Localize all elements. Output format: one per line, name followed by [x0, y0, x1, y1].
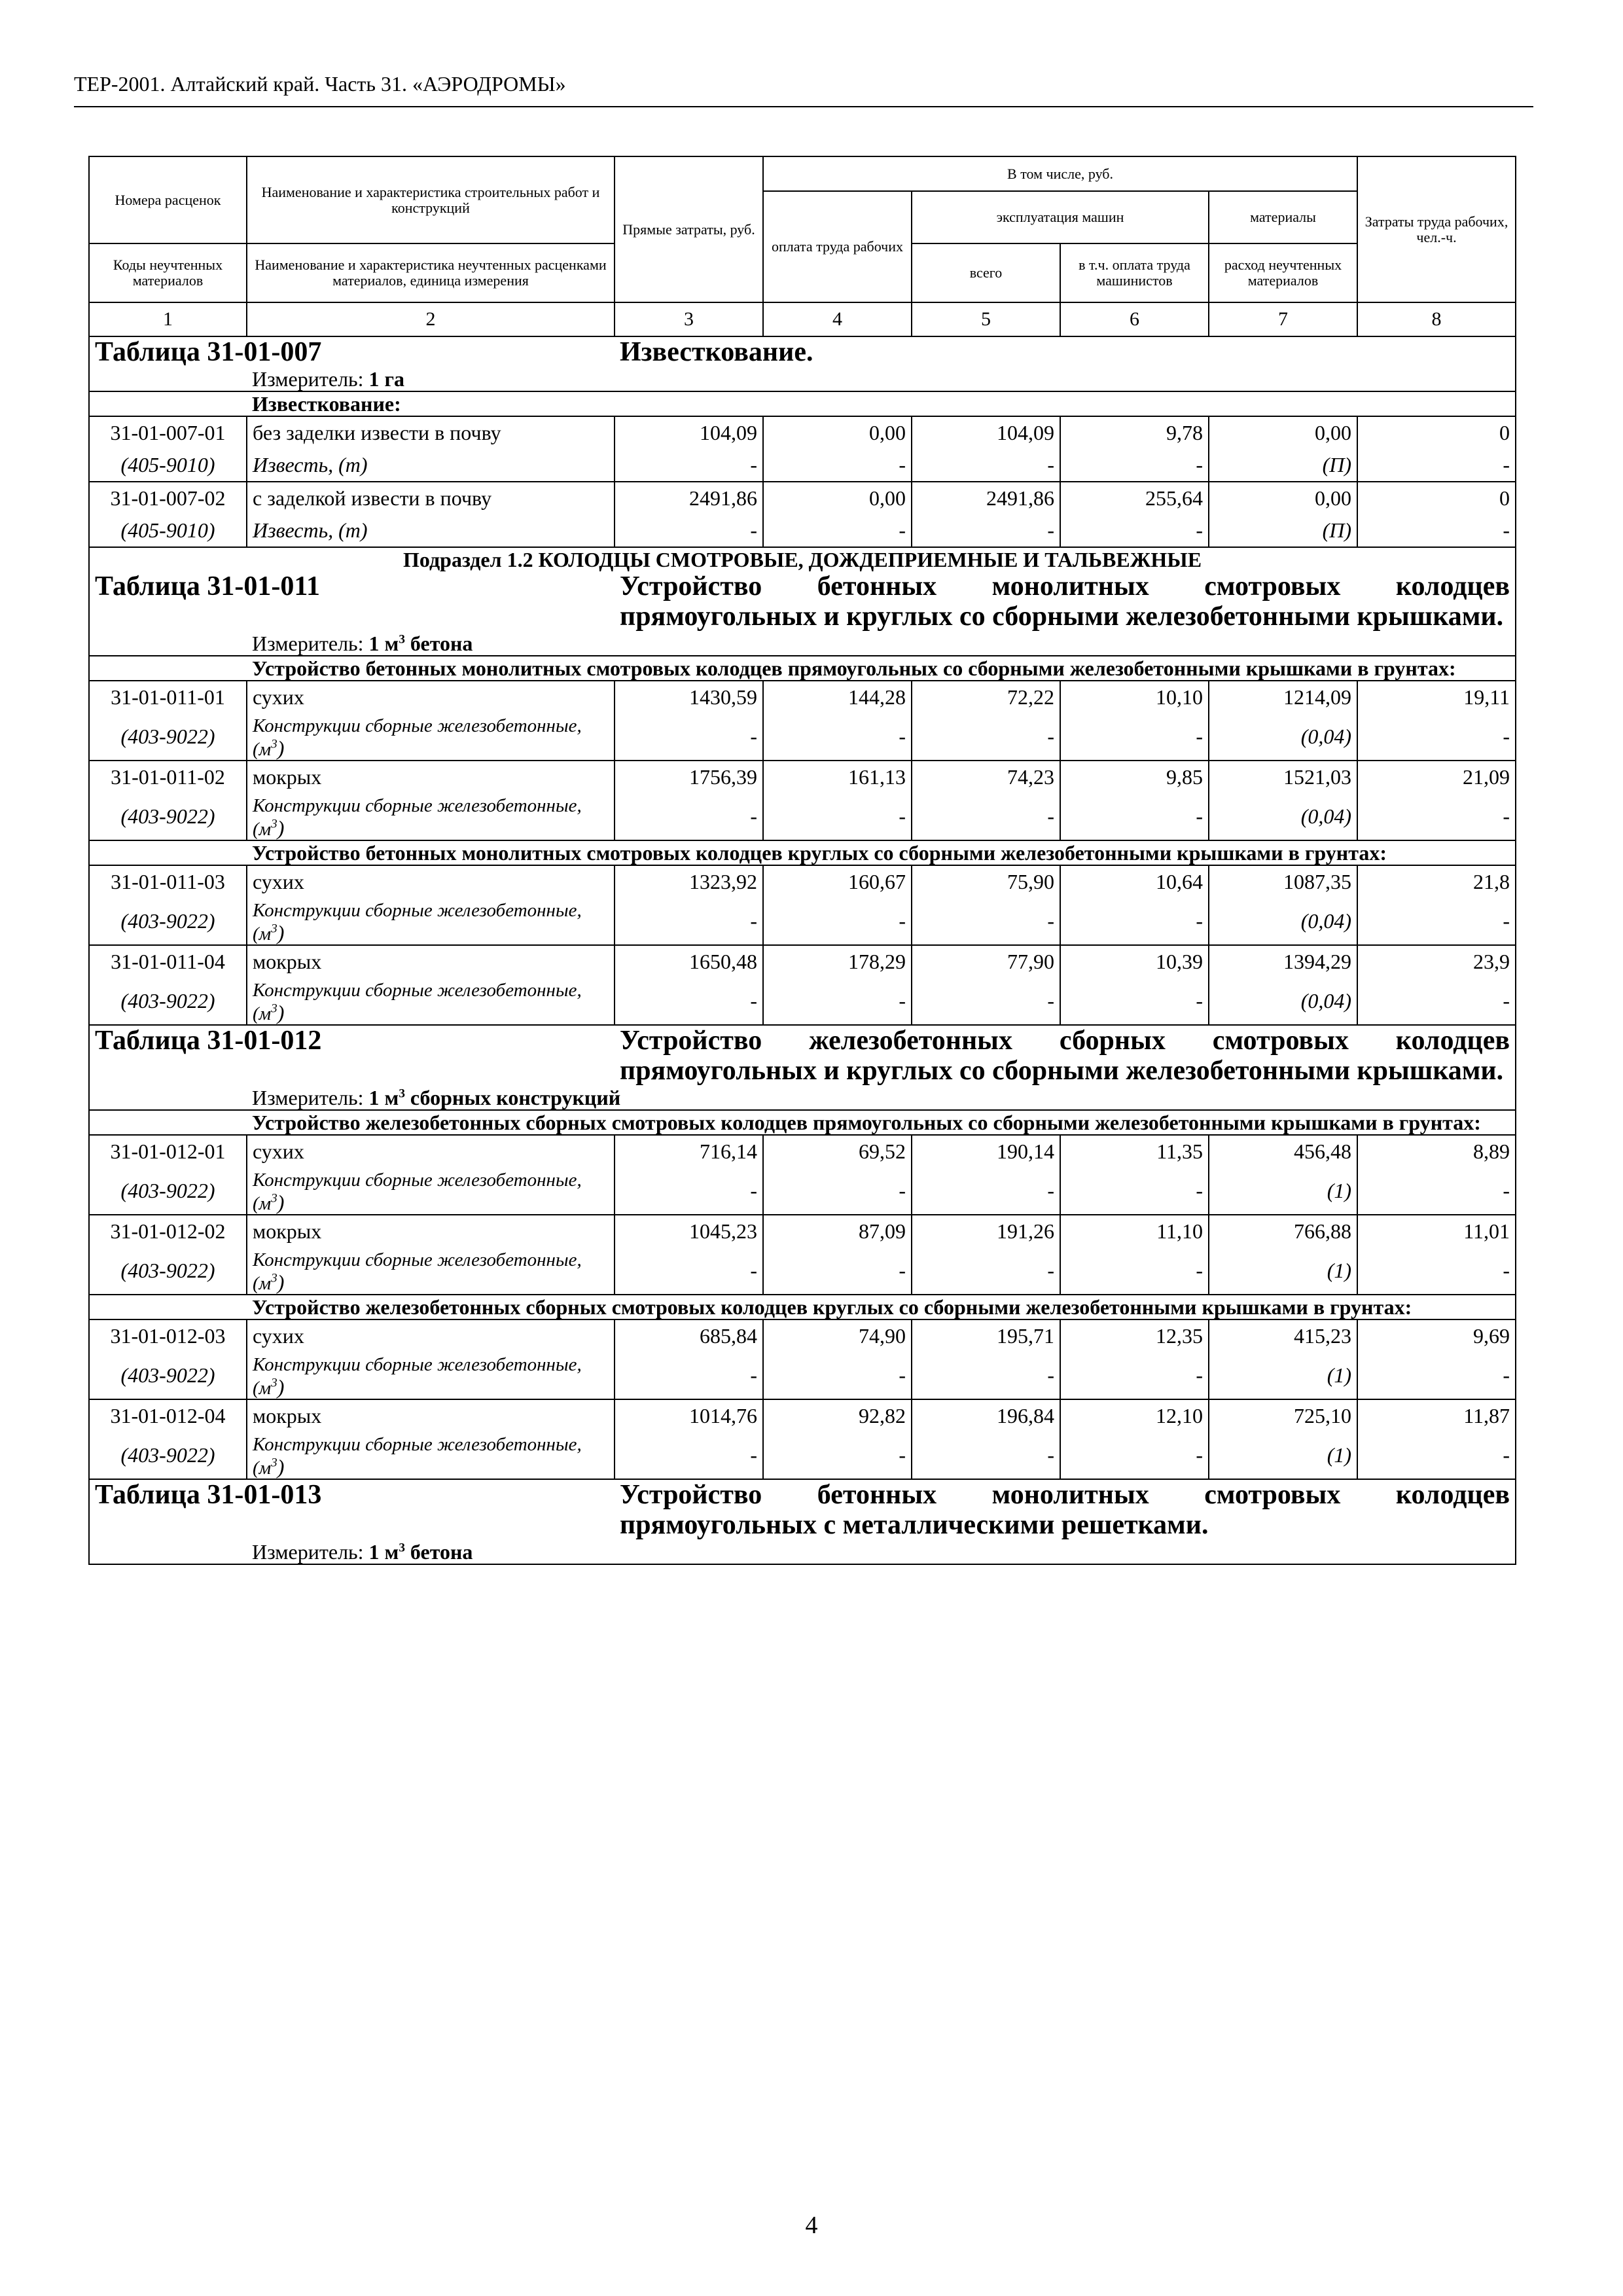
material-value: - [1060, 514, 1209, 547]
header-incl: В том числе, руб. [763, 156, 1357, 191]
rate-name: сухих [247, 1319, 615, 1352]
meter: Измеритель: 1 $м^3$ бетона [247, 632, 1516, 656]
material-value: - [1060, 713, 1209, 761]
labor-pay: 161,13 [763, 761, 912, 793]
labor-hours: 23,9 [1357, 945, 1516, 977]
material-value: - [912, 713, 1060, 761]
material-value: - [912, 977, 1060, 1025]
material-row [89, 793, 1516, 840]
rate-code: 31-01-011-02 [89, 761, 247, 793]
material-value: - [763, 1167, 912, 1215]
labor-hours: 19,11 [1357, 681, 1516, 713]
material-consumption: (1) [1209, 1431, 1357, 1479]
material-code: (403-9022) [89, 713, 247, 761]
materials: 1087,35 [1209, 865, 1357, 897]
labor-hours: 0 [1357, 482, 1516, 514]
material-consumption: (1) [1209, 1247, 1357, 1295]
material-value: - [1357, 793, 1516, 840]
rate-code: 31-01-012-04 [89, 1399, 247, 1431]
material-name: Конструкции сборные железобетонные, $(м^3)$ [247, 713, 615, 761]
subsection-row [89, 547, 1516, 571]
table-number: Таблица 31-01-007 [89, 336, 615, 367]
material-value: - [1357, 713, 1516, 761]
direct-costs: 1430,59 [615, 681, 763, 713]
header-machines: эксплуатация машин [912, 191, 1209, 243]
material-value: - [615, 977, 763, 1025]
material-name: Известь, (т) [247, 448, 615, 482]
machinists-pay: 12,10 [1060, 1399, 1209, 1431]
material-code: (403-9022) [89, 1247, 247, 1295]
labor-hours: 9,69 [1357, 1319, 1516, 1352]
group-row [89, 1110, 1516, 1135]
rate-code: 31-01-007-01 [89, 416, 247, 448]
material-value: - [615, 514, 763, 547]
direct-costs: 1756,39 [615, 761, 763, 793]
labor-pay: 92,82 [763, 1399, 912, 1431]
page-header: ТЕР-2001. Алтайский край. Часть 31. «АЭРОДРОМЫ» [74, 72, 566, 96]
col-number: 1 [89, 302, 247, 336]
materials: 1521,03 [1209, 761, 1357, 793]
rate-code: 31-01-007-02 [89, 482, 247, 514]
table-row [89, 1319, 1516, 1352]
meter: Измеритель: 1 га [247, 367, 1516, 391]
col-number: 8 [1357, 302, 1516, 336]
col-number: 7 [1209, 302, 1357, 336]
meter-row [89, 1540, 1516, 1564]
material-value: - [1060, 793, 1209, 840]
table-row [89, 945, 1516, 977]
header-col6: в т.ч. оплата труда машинистов [1060, 243, 1209, 302]
material-consumption: (1) [1209, 1167, 1357, 1215]
header-col2-bottom: Наименование и характеристика неучтенных расценками материалов, единица измерения [247, 243, 615, 302]
material-value: - [1357, 1167, 1516, 1215]
table-number: Таблица 31-01-013 [89, 1479, 615, 1540]
material-value: - [763, 1431, 912, 1479]
header-col4: оплата труда рабочих [763, 191, 912, 302]
rate-name: мокрых [247, 1399, 615, 1431]
material-value: - [615, 1431, 763, 1479]
labor-pay: 87,09 [763, 1215, 912, 1247]
meter: Измеритель: 1 $м^3$ бетона [247, 1540, 1516, 1564]
machinists-pay: 10,39 [1060, 945, 1209, 977]
machinists-pay: 11,10 [1060, 1215, 1209, 1247]
direct-costs: 104,09 [615, 416, 763, 448]
header-col5: всего [912, 243, 1060, 302]
table-name: Известкование. [615, 336, 1516, 367]
material-code: (405-9010) [89, 448, 247, 482]
material-row [89, 977, 1516, 1025]
table-title-row [89, 336, 1516, 367]
material-value: - [615, 1247, 763, 1295]
material-value: - [1060, 448, 1209, 482]
material-code: (403-9022) [89, 1352, 247, 1399]
rate-name: без заделки извести в почву [247, 416, 615, 448]
material-value: - [763, 897, 912, 945]
labor-pay: 69,52 [763, 1135, 912, 1167]
group-row [89, 840, 1516, 865]
material-row [89, 448, 1516, 482]
header-col8: Затраты труда рабочих, чел.-ч. [1357, 156, 1516, 302]
rates-table [88, 156, 1516, 1565]
labor-pay: 144,28 [763, 681, 912, 713]
labor-hours: 11,87 [1357, 1399, 1516, 1431]
material-row [89, 897, 1516, 945]
meter-row [89, 1086, 1516, 1110]
materials: 456,48 [1209, 1135, 1357, 1167]
materials: 0,00 [1209, 482, 1357, 514]
labor-hours: 0 [1357, 416, 1516, 448]
material-value: - [912, 1167, 1060, 1215]
group-row [89, 656, 1516, 681]
labor-hours: 11,01 [1357, 1215, 1516, 1247]
page-number: 4 [805, 2212, 818, 2239]
table-name: Устройство бетонных монолитных смотровых колодцев прямоугольных и круглых со сборными железобетонными крышками. [615, 571, 1516, 632]
machinists-pay: 11,35 [1060, 1135, 1209, 1167]
material-value: - [1357, 448, 1516, 482]
labor-pay: 0,00 [763, 482, 912, 514]
header-rule [74, 106, 1533, 107]
labor-pay: 74,90 [763, 1319, 912, 1352]
group-title: Известкование: [247, 391, 1516, 416]
table-number: Таблица 31-01-012 [89, 1025, 615, 1086]
rate-code: 31-01-012-01 [89, 1135, 247, 1167]
material-code: (405-9010) [89, 514, 247, 547]
rate-name: мокрых [247, 1215, 615, 1247]
material-value: - [1060, 1247, 1209, 1295]
table-row [89, 1135, 1516, 1167]
material-value: - [615, 1352, 763, 1399]
material-consumption: (0,04) [1209, 897, 1357, 945]
meter-row [89, 632, 1516, 656]
column-numbers-row [89, 302, 1516, 336]
material-value: - [1060, 1431, 1209, 1479]
material-code: (403-9022) [89, 977, 247, 1025]
material-consumption: (0,04) [1209, 793, 1357, 840]
table-row [89, 681, 1516, 713]
material-row [89, 1167, 1516, 1215]
group-row [89, 391, 1516, 416]
table-number: Таблица 31-01-011 [89, 571, 615, 632]
machines-total: 74,23 [912, 761, 1060, 793]
rate-name: сухих [247, 1135, 615, 1167]
material-row [89, 713, 1516, 761]
materials: 415,23 [1209, 1319, 1357, 1352]
labor-pay: 160,67 [763, 865, 912, 897]
machines-total: 104,09 [912, 416, 1060, 448]
material-value: - [763, 713, 912, 761]
material-value: - [1060, 977, 1209, 1025]
material-value: - [763, 448, 912, 482]
labor-hours: 21,09 [1357, 761, 1516, 793]
direct-costs: 685,84 [615, 1319, 763, 1352]
machines-total: 77,90 [912, 945, 1060, 977]
direct-costs: 2491,86 [615, 482, 763, 514]
rate-name: с заделкой извести в почву [247, 482, 615, 514]
subsection-title: Подраздел 1.2 КОЛОДЦЫ СМОТРОВЫЕ, ДОЖДЕПРИЕМНЫЕ И ТАЛЬВЕЖНЫЕ [89, 547, 1516, 571]
direct-costs: 1045,23 [615, 1215, 763, 1247]
material-consumption: (0,04) [1209, 713, 1357, 761]
machinists-pay: 9,85 [1060, 761, 1209, 793]
table-header [89, 156, 1516, 336]
direct-costs: 1014,76 [615, 1399, 763, 1431]
table-row [89, 416, 1516, 448]
material-value: - [1357, 514, 1516, 547]
direct-costs: 1650,48 [615, 945, 763, 977]
material-value: - [615, 448, 763, 482]
machines-total: 75,90 [912, 865, 1060, 897]
materials: 766,88 [1209, 1215, 1357, 1247]
rate-name: сухих [247, 681, 615, 713]
machines-total: 191,26 [912, 1215, 1060, 1247]
table-row [89, 865, 1516, 897]
material-value: - [1060, 1167, 1209, 1215]
material-value: - [912, 1247, 1060, 1295]
col-number: 4 [763, 302, 912, 336]
rate-code: 31-01-012-02 [89, 1215, 247, 1247]
material-value: - [912, 514, 1060, 547]
machines-total: 195,71 [912, 1319, 1060, 1352]
material-value: - [1357, 1352, 1516, 1399]
material-name: Конструкции сборные железобетонные, $(м^3)$ [247, 1167, 615, 1215]
material-value: - [763, 514, 912, 547]
materials: 725,10 [1209, 1399, 1357, 1431]
machines-total: 2491,86 [912, 482, 1060, 514]
material-value: - [912, 448, 1060, 482]
col-number: 6 [1060, 302, 1209, 336]
material-name: Конструкции сборные железобетонные, $(м^3)$ [247, 977, 615, 1025]
table-row [89, 482, 1516, 514]
labor-pay: 178,29 [763, 945, 912, 977]
material-value: - [615, 897, 763, 945]
material-name: Конструкции сборные железобетонные, $(м^3)$ [247, 793, 615, 840]
material-value: - [1357, 897, 1516, 945]
material-value: - [1060, 1352, 1209, 1399]
table-title-row [89, 1025, 1516, 1086]
col-number: 3 [615, 302, 763, 336]
table-row [89, 761, 1516, 793]
machinists-pay: 12,35 [1060, 1319, 1209, 1352]
material-consumption: (1) [1209, 1352, 1357, 1399]
material-consumption: (0,04) [1209, 977, 1357, 1025]
material-value: - [763, 977, 912, 1025]
table-name: Устройство железобетонных сборных смотровых колодцев прямоугольных и круглых со сборными железобетонными крышками. [615, 1025, 1516, 1086]
table-title-row [89, 1479, 1516, 1540]
rate-code: 31-01-011-04 [89, 945, 247, 977]
table-name: Устройство бетонных монолитных смотровых колодцев прямоугольных с металлическими решетками. [615, 1479, 1516, 1540]
material-name: Известь, (т) [247, 514, 615, 547]
col-number: 5 [912, 302, 1060, 336]
table-row [89, 1215, 1516, 1247]
material-value: - [615, 1167, 763, 1215]
materials: 1394,29 [1209, 945, 1357, 977]
direct-costs: 716,14 [615, 1135, 763, 1167]
material-code: (403-9022) [89, 793, 247, 840]
material-value: - [1060, 897, 1209, 945]
header-col1-top: Номера расценок [89, 156, 247, 243]
material-value: - [615, 793, 763, 840]
material-value: - [912, 1352, 1060, 1399]
rate-name: сухих [247, 865, 615, 897]
header-col3: Прямые затраты, руб. [615, 156, 763, 302]
material-name: Конструкции сборные железобетонные, $(м^3)$ [247, 897, 615, 945]
material-value: - [763, 1247, 912, 1295]
rate-code: 31-01-011-03 [89, 865, 247, 897]
material-name: Конструкции сборные железобетонные, $(м^3)$ [247, 1352, 615, 1399]
material-consumption: (П) [1209, 514, 1357, 547]
group-title: Устройство бетонных монолитных смотровых колодцев круглых со сборными железобетонными крышками в грунтах: [247, 840, 1516, 865]
table-title-row [89, 571, 1516, 632]
rate-name: мокрых [247, 761, 615, 793]
material-value: - [1357, 1247, 1516, 1295]
machinists-pay: 10,64 [1060, 865, 1209, 897]
material-code: (403-9022) [89, 1167, 247, 1215]
material-row [89, 1352, 1516, 1399]
direct-costs: 1323,92 [615, 865, 763, 897]
header-col1-bottom: Коды неучтенных материалов [89, 243, 247, 302]
machines-total: 190,14 [912, 1135, 1060, 1167]
machines-total: 196,84 [912, 1399, 1060, 1431]
col-number: 2 [247, 302, 615, 336]
machines-total: 72,22 [912, 681, 1060, 713]
group-title: Устройство бетонных монолитных смотровых колодцев прямоугольных со сборными железобетонными крышками в грунтах: [247, 656, 1516, 681]
material-row [89, 1247, 1516, 1295]
material-name: Конструкции сборные железобетонные, $(м^3)$ [247, 1431, 615, 1479]
material-value: - [912, 793, 1060, 840]
material-row [89, 514, 1516, 547]
material-value: - [912, 1431, 1060, 1479]
labor-hours: 8,89 [1357, 1135, 1516, 1167]
materials: 0,00 [1209, 416, 1357, 448]
meter: Измеритель: 1 $м^3$ сборных конструкций [247, 1086, 1516, 1110]
materials: 1214,09 [1209, 681, 1357, 713]
meter-row [89, 367, 1516, 391]
table-row [89, 1399, 1516, 1431]
header-col7: расход неучтенных материалов [1209, 243, 1357, 302]
machinists-pay: 255,64 [1060, 482, 1209, 514]
group-row [89, 1295, 1516, 1319]
material-value: - [763, 1352, 912, 1399]
labor-hours: 21,8 [1357, 865, 1516, 897]
material-value: - [1357, 977, 1516, 1025]
machinists-pay: 10,10 [1060, 681, 1209, 713]
header-col2-top: Наименование и характеристика строительных работ и конструкций [247, 156, 615, 243]
material-value: - [1357, 1431, 1516, 1479]
labor-pay: 0,00 [763, 416, 912, 448]
material-name: Конструкции сборные железобетонные, $(м^3)$ [247, 1247, 615, 1295]
material-value: - [763, 793, 912, 840]
machinists-pay: 9,78 [1060, 416, 1209, 448]
rate-name: мокрых [247, 945, 615, 977]
material-code: (403-9022) [89, 897, 247, 945]
material-code: (403-9022) [89, 1431, 247, 1479]
material-consumption: (П) [1209, 448, 1357, 482]
rate-code: 31-01-011-01 [89, 681, 247, 713]
material-row [89, 1431, 1516, 1479]
rate-code: 31-01-012-03 [89, 1319, 247, 1352]
group-title: Устройство железобетонных сборных смотровых колодцев прямоугольных со сборными железобетонными крышками в грунтах: [247, 1110, 1516, 1135]
group-title: Устройство железобетонных сборных смотровых колодцев круглых со сборными железобетонными крышками в грунтах: [247, 1295, 1516, 1319]
header-materials: материалы [1209, 191, 1357, 243]
material-value: - [615, 713, 763, 761]
material-value: - [912, 897, 1060, 945]
